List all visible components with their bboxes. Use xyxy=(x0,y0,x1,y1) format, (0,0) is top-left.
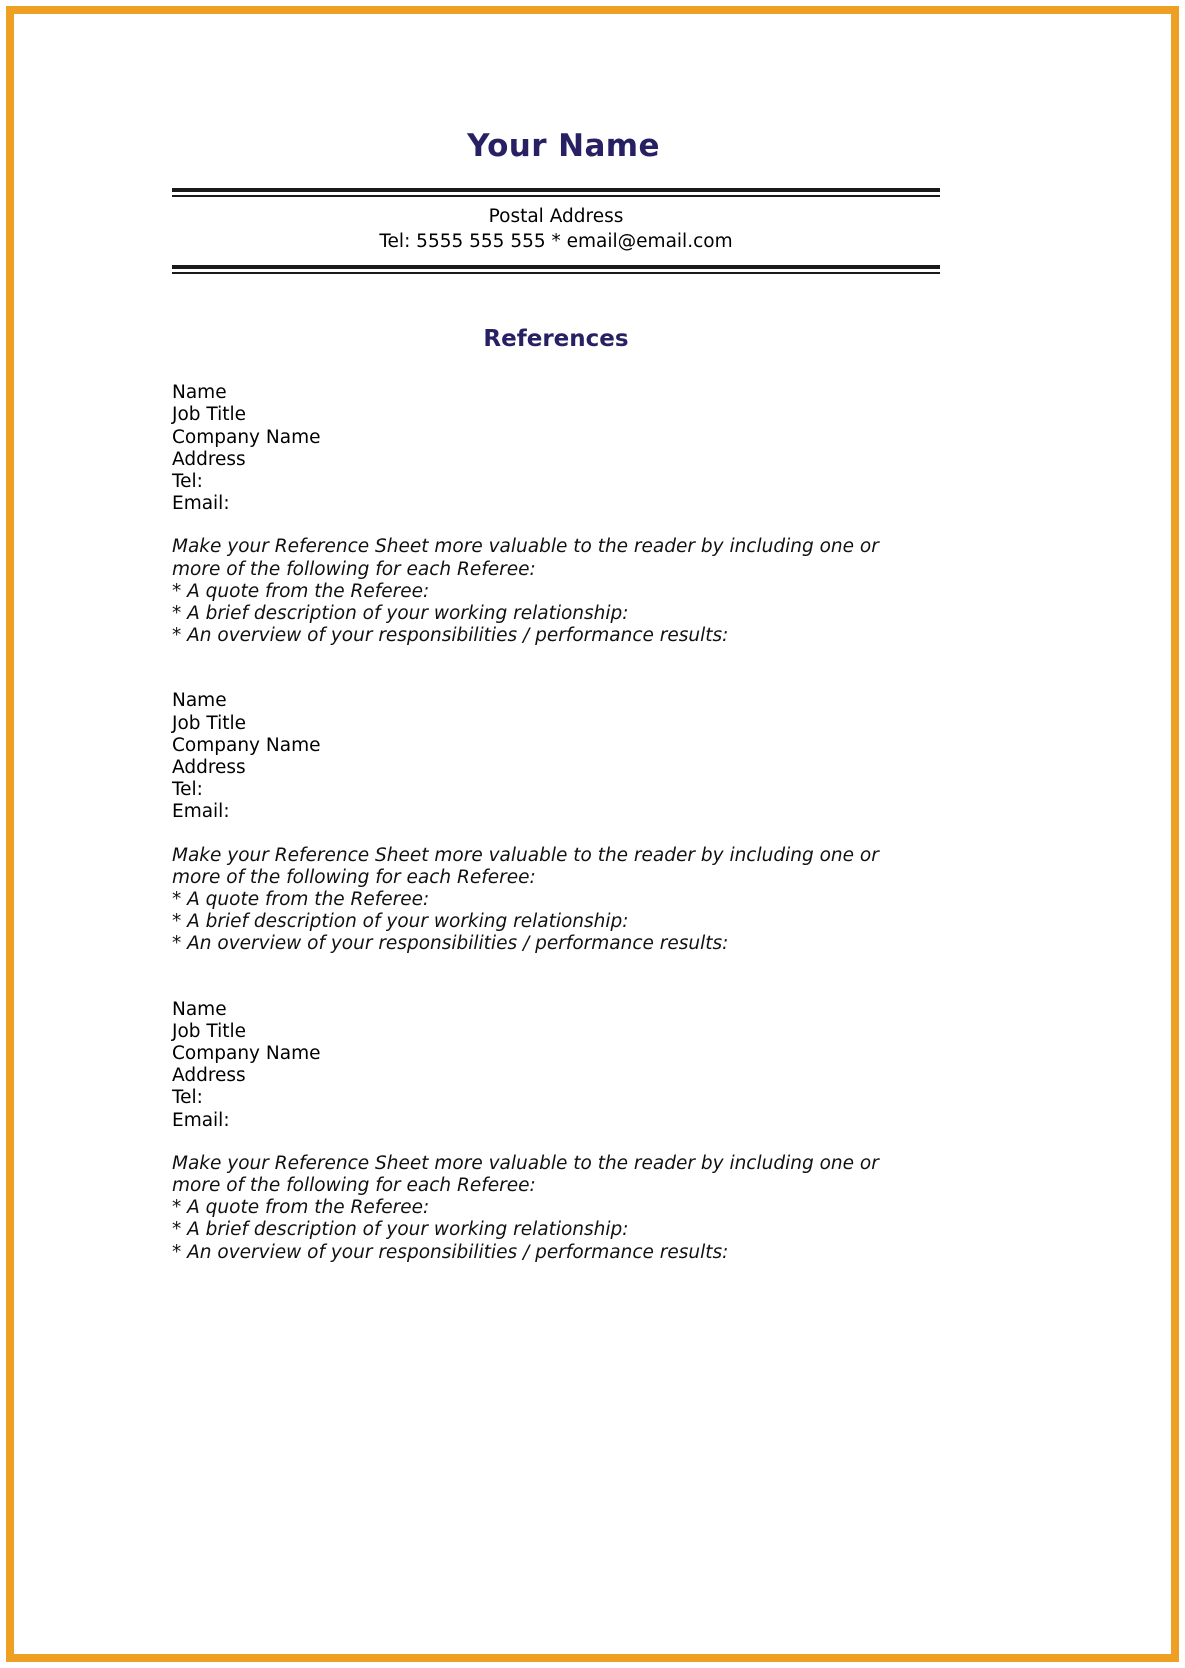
reference-address: Address xyxy=(172,1065,246,1087)
reference-contact-stack xyxy=(172,690,932,823)
contact-header xyxy=(172,197,940,257)
reference-contact-stack xyxy=(172,382,932,515)
reference-instructions xyxy=(172,515,932,647)
reference-company-name: Company Name xyxy=(172,734,321,756)
instruction-paragraph: Make your Reference Sheet more valuable to the reader by including one or more of the following for each Referee: xyxy=(172,844,879,888)
reference-instructions xyxy=(172,1132,932,1264)
reference-company-name: Company Name xyxy=(172,1043,321,1064)
reference-entry xyxy=(172,647,932,955)
instruction-bullet-overview: * An overview of your responsibilities / performance results: xyxy=(172,1241,729,1263)
instruction-bullet-relationship: * A brief description of your working relationship: xyxy=(172,602,629,624)
instruction-paragraph: Make your Reference Sheet more valuable to the reader by including one or more of the following for each Referee: xyxy=(172,536,879,580)
reference-name: Name xyxy=(172,382,227,404)
instruction-bullet-quote: * A quote from the Referee: xyxy=(172,580,430,602)
instruction-bullet-quote: * A quote from the Referee: xyxy=(172,1197,430,1219)
instruction-bullet-overview: * An overview of your responsibilities / performance results: xyxy=(172,933,729,955)
reference-name: Name xyxy=(172,998,227,1020)
reference-instructions xyxy=(172,824,932,956)
phone-email-line: Tel: 5555 555 555 * email@email.com xyxy=(379,231,733,253)
reference-job-title: Job Title xyxy=(172,404,247,426)
reference-address: Address xyxy=(172,756,246,778)
reference-entry xyxy=(172,956,932,1264)
reference-tel: Tel: xyxy=(172,1087,203,1109)
instruction-bullet-overview: * An overview of your responsibilities / performance results: xyxy=(172,625,729,647)
reference-company-name: Company Name xyxy=(172,426,321,448)
reference-address: Address xyxy=(172,448,246,470)
header-divider-top xyxy=(172,188,940,197)
instruction-bullet-relationship: * A brief description of your working relationship: xyxy=(172,911,629,933)
reference-entry xyxy=(172,352,932,647)
header-divider-bottom xyxy=(172,265,940,274)
postal-address-line: Postal Address xyxy=(488,206,624,228)
reference-email: Email: xyxy=(172,493,230,515)
reference-tel: Tel: xyxy=(172,779,203,801)
reference-name: Name xyxy=(172,690,227,712)
instruction-paragraph: Make your Reference Sheet more valuable to the reader by including one or more of the following for each Referee: xyxy=(172,1152,879,1197)
section-heading-references: References xyxy=(483,326,629,353)
reference-email: Email: xyxy=(172,1109,230,1131)
reference-job-title: Job Title xyxy=(172,1020,247,1042)
instruction-bullet-relationship: * A brief description of your working relationship: xyxy=(172,1219,629,1241)
reference-contact-stack xyxy=(172,999,932,1132)
reference-tel: Tel: xyxy=(172,470,203,492)
reference-email: Email: xyxy=(172,801,230,823)
instruction-bullet-quote: * A quote from the Referee: xyxy=(172,888,430,910)
page-title: Your Name xyxy=(467,128,660,164)
reference-job-title: Job Title xyxy=(172,712,247,734)
